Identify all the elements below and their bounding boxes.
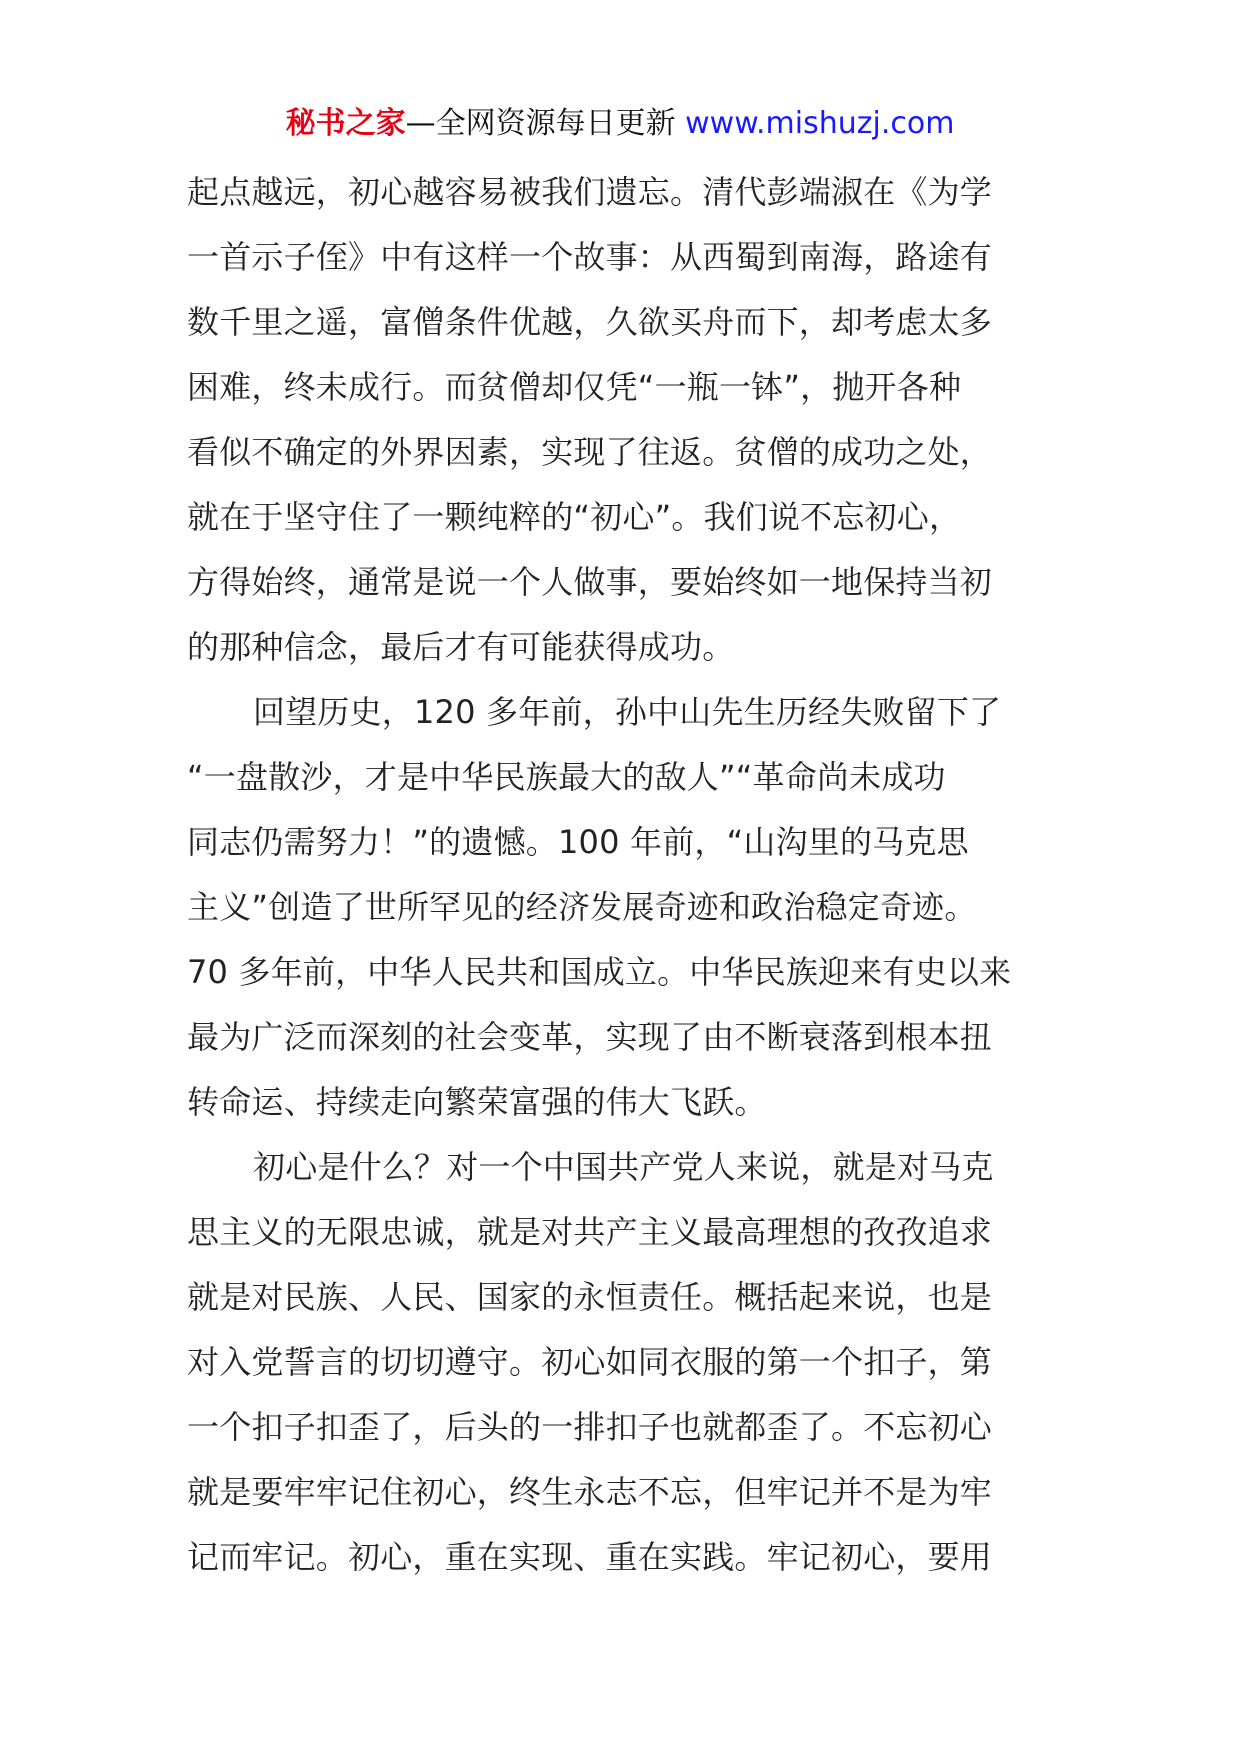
document-body	[187, 160, 1057, 1590]
text-line: 最为广泛而深刻的社会变革，实现了由不断衰落到根本扭	[187, 1018, 993, 1056]
brand-name: 秘书之家	[285, 106, 406, 141]
page-header	[0, 100, 1240, 148]
text-line: 思主义的无限忠诚，就是对共产主义最高理想的孜孜追求	[187, 1213, 993, 1251]
text-line: 一首示子侄》中有这样一个故事：从西蜀到南海，路途有	[187, 238, 993, 276]
text-line: 就是对民族、人民、国家的永恒责任。概括起来说，也是	[187, 1278, 993, 1316]
text-line: 困难，终未成行。而贫僧却仅凭“一瓶一钵”，抛开各种	[187, 368, 962, 406]
paragraph-first-line: 回望历史，120 多年前，孙中山先生历经失败留下了	[253, 693, 1002, 731]
header-tagline: —全网资源每日更新	[405, 106, 676, 141]
text-line: 的那种信念，最后才有可能获得成功。	[187, 628, 735, 666]
text-line: 转命运、持续走向繁荣富强的伟大飞跃。	[187, 1083, 767, 1121]
text-line: 主义”创造了世所罕见的经济发展奇迹和政治稳定奇迹。	[187, 888, 977, 926]
text-line: 数千里之遥，富僧条件优越，久欲买舟而下，却考虑太多	[187, 303, 993, 341]
text-line: 一个扣子扣歪了，后头的一排扣子也就都歪了。不忘初心	[187, 1408, 993, 1446]
text-line: 就是要牢牢记住初心，终生永志不忘，但牢记并不是为牢	[187, 1473, 993, 1511]
text-line: “一盘散沙，才是中华民族最大的敌人”“革命尚未成功	[187, 758, 946, 796]
site-url-link[interactable]: www.mishuzj.com	[685, 106, 955, 141]
text-line: 同志仍需努力！”的遗憾。100 年前，“山沟里的马克思	[187, 823, 969, 861]
text-line: 记而牢记。初心，重在实现、重在实践。牢记初心，要用	[187, 1538, 993, 1576]
text-line: 就在于坚守住了一颗纯粹的“初心”。我们说不忘初心，	[187, 498, 962, 536]
text-line: 看似不确定的外界因素，实现了往返。贫僧的成功之处，	[187, 433, 993, 471]
text-line: 70 多年前，中华人民共和国成立。中华民族迎来有史以来	[187, 953, 1012, 991]
text-line: 对入党誓言的切切遵守。初心如同衣服的第一个扣子，第	[187, 1343, 993, 1381]
text-line: 方得始终，通常是说一个人做事，要始终如一地保持当初	[187, 563, 993, 601]
text-line: 起点越远，初心越容易被我们遗忘。清代彭端淑在《为学	[187, 173, 993, 211]
paragraph-first-line: 初心是什么？对一个中国共产党人来说，就是对马克	[253, 1148, 994, 1186]
